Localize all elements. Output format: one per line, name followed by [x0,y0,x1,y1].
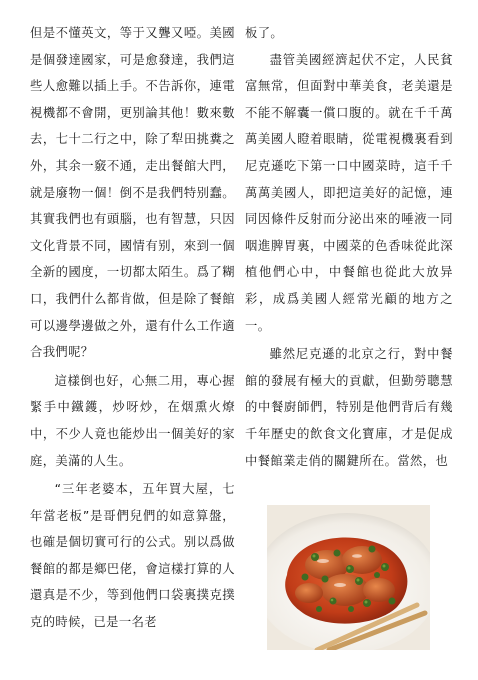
paragraph: 但是不懂英文，等于又聾又啞。美國是個發達國家，可是愈發達，我們這些人愈難以插上手。不告訴你，連電視機都不會開，更别論其他！數來數去，七十二行之中，除了犁田挑糞之外，其余一竅不通，走出餐館大門，就是廢物一個！倒不是我們特别蠢。其實我們也有頭腦，也有智慧，只因文化背景不同，國情有别，來到一個全新的國度，一切都太陌生。爲了糊口，我們什么都肯做，但是除了餐館可以邊學邊做之外，還有什么工作適合我們呢？ [30,26,235,360]
paragraph: 這樣倒也好，心無二用，專心握緊手中鐵鑊，炒呀炒，在烟熏火燎中，不少人竟也能炒出一個美好的家庭，美滿的人生。 [30,373,235,468]
food-photo-icon [267,505,430,650]
left-column [30,20,235,636]
paragraph: 雖然尼克遜的北京之行，對中餐館的發展有極大的貢獻，但勤勞聰慧的中餐廚師們，特别是他們背后有幾千年歷史的飲食文化寶庫，才是促成中餐館業走俏的關鍵所在。當然，也 [245,347,453,468]
right-column [245,20,453,474]
food-photo [267,505,430,650]
paragraph: “三年老婆本，五年買大屋，七年當老板”是哥們兒們的如意算盤，也確是個切實可行的公式。别以爲做餐館的都是鄉巴佬，會這樣打算的人還真是不少，等到他們口袋裏撲克撲克的時候，已是一名老 [30,482,235,630]
paragraph: 板了。 [245,26,284,40]
paragraph: 盡管美國經濟起伏不定，人民貧富無常，但面對中華美食，老美還是不能不解囊一償口腹的。就在千千萬萬美國人瞪着眼睛，從電視機裏看到尼克遜吃下第一口中國菜時，這千千萬萬美國人，即把這美好的記憶，連同因條件反射而分泌出來的唾液一同咽進脾胃裏，中國菜的色香味從此深植他們心中，中餐館也從此大放异彩，成爲美國人經常光顧的地方之一。 [245,52,453,333]
